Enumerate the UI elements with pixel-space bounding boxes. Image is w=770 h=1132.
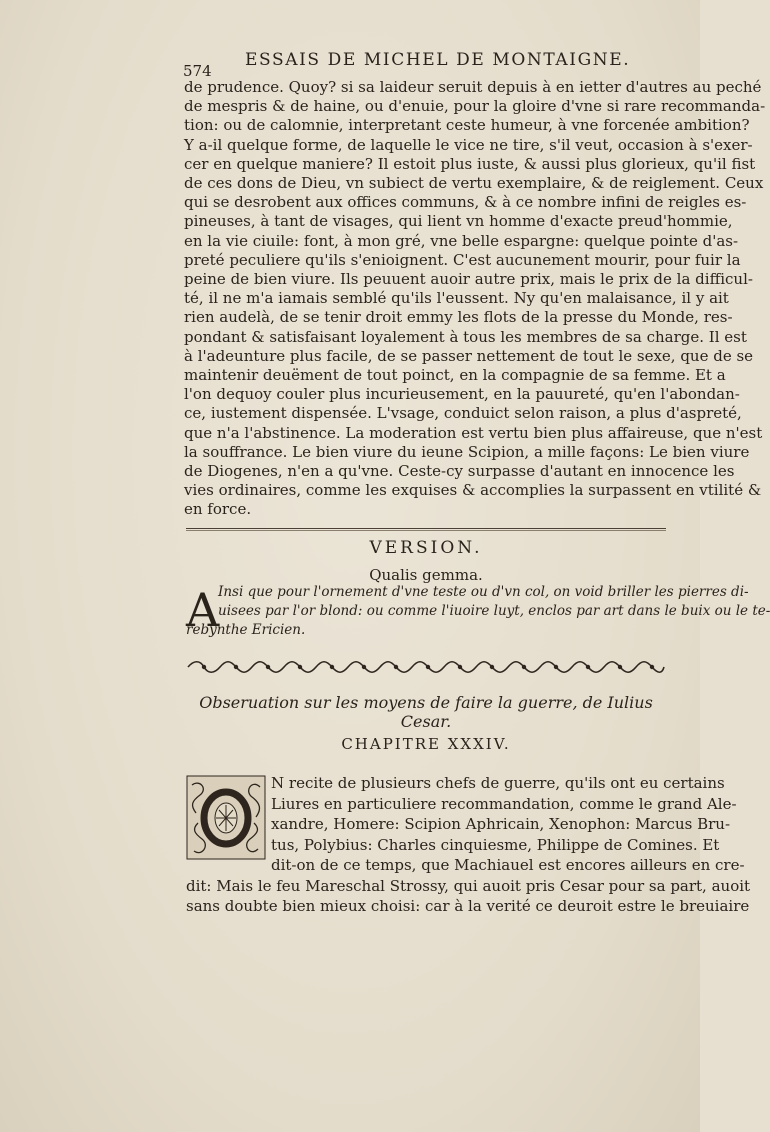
text-line: en la vie ciuile: font, à mon gré, vne belle espargne: quelque pointe d'as- <box>184 231 739 250</box>
drop-cap: A <box>186 583 220 637</box>
text-line: Liures en particuliere recommandation, comme le grand Ale- <box>271 794 737 813</box>
text-line: peine de bien viure. Ils peuuent auoir autre prix, mais le prix de la difficul- <box>184 270 753 289</box>
chapter-number: CHAPITRE XXXIV. <box>341 735 511 753</box>
verse-line: uisees par l'or blond: ou comme l'iuoire luyt, enclos par art dans le buix ou le te- <box>218 603 770 619</box>
main-text-block <box>184 78 766 520</box>
running-title: ESSAIS DE MICHEL DE MONTAIGNE. <box>245 50 631 70</box>
text-line: à l'adeunture plus facile, de se passer nettement de tout le sexe, que de se <box>184 346 754 365</box>
text-line: rien audelà, de se tenir droit emmy les flots de la presse du Monde, res- <box>184 308 733 327</box>
text-line: que n'a l'abstinence. La moderation est vertu bien plus affaireuse, que n'est <box>184 423 763 442</box>
text-line: ce, iustement dispensée. L'vsage, conduict selon raison, a plus d'aspreté, <box>184 404 742 423</box>
text-line: Y a-il quelque forme, de laquelle le vice ne tire, s'il veut, occasion à s'exer- <box>184 135 753 154</box>
page-number: 574 <box>183 62 212 80</box>
text-line: pineuses, à tant de visages, qui lient vn homme d'exacte preud'hommie, <box>184 212 733 231</box>
text-line: de ces dons de Dieu, vn subiect de vertu exemplaire, & de reiglement. Ceux <box>184 174 764 193</box>
text-line: N recite de plusieurs chefs de guerre, qu'ils ont eu certains <box>271 774 725 792</box>
verse-line: Insi que pour l'ornement d'vne teste ou d'vn col, on void briller les pierres di- <box>218 584 749 600</box>
verse-title: Qualis gemma. <box>369 566 483 584</box>
chapter-title: Obseruation sur les moyens de faire la guerre, de Iulius Cesar. <box>199 693 653 731</box>
text-line: pondant & satisfaisant loyalement à tous les membres de sa charge. Il est <box>184 327 747 346</box>
text-line: tion: ou de calomnie, interpretant ceste humeur, à vne forcenée ambition? <box>184 116 750 135</box>
text-line: vies ordinaires, comme les exquises & accomplies la surpassent en vtilité & <box>184 481 762 500</box>
text-line: l'on dequoy couler plus incurieusement, en la pauureté, qu'en l'abondan- <box>184 385 740 404</box>
text-line: xandre, Homere: Scipion Aphricain, Xenophon: Marcus Bru- <box>271 815 731 833</box>
text-line: té, il ne m'a iamais semblé qu'ils l'eussent. Ny qu'en malaisance, il y ait <box>184 289 729 308</box>
text-line: de Diogenes, n'en a qu'vne. Ceste-cy surpasse d'autant en innocence les <box>184 462 735 481</box>
text-line: cer en quelque maniere? Il estoit plus iuste, & aussi plus glorieux, qu'il fist <box>184 154 756 173</box>
text-line: tus, Polybius: Charles cinquiesme, Philippe de Comines. Et <box>271 835 720 854</box>
version-verse <box>186 583 770 640</box>
section-rule <box>186 528 666 531</box>
text-line: de prudence. Quoy? si sa laideur seruit depuis à en ietter d'autres au peché <box>184 78 762 96</box>
text-line: en force. <box>184 500 252 519</box>
text-line: qui se desrobent aux offices communs, & à ce nombre infini de reigles es- <box>184 193 747 212</box>
chapter-text-block <box>186 773 751 917</box>
version-heading: VERSION. <box>369 538 483 558</box>
text-line: de mespris & de haine, ou d'enuie, pour la gloire d'vne si rare recommanda- <box>184 97 766 116</box>
text-line: la souffrance. Le bien viure du ieune Scipion, a mille façons: Le bien viure <box>184 442 750 461</box>
text-line: preté peculiere qu'ils s'enioignent. C'est aucunement mourir, pour fuir la <box>184 250 741 269</box>
text-line: dit-on de ce temps, que Machiauel est encores ailleurs en cre- <box>271 856 745 874</box>
ornamental-band <box>186 658 666 676</box>
text-line: sans doubte bien mieux choisi: car à la verité ce deuroit estre le breuiaire <box>186 897 750 915</box>
text-line: maintenir deuëment de tout poinct, en la compagnie de sa femme. Et a <box>184 366 726 385</box>
text-line: dit: Mais le feu Mareschal Strossy, qui auoit pris Cesar pour sa part, auoit <box>186 876 751 895</box>
verse-line: rebynthe Ericien. <box>186 622 306 638</box>
running-header <box>183 50 663 80</box>
